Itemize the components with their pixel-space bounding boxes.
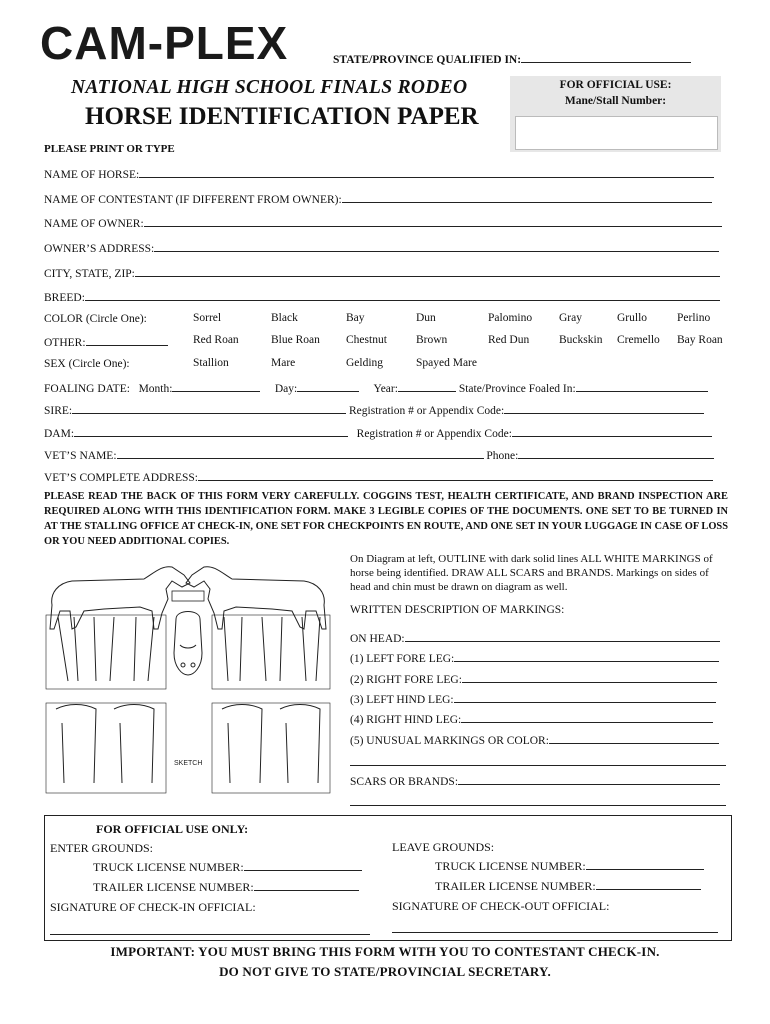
- other-color-label: OTHER:: [44, 337, 86, 349]
- city-state-zip-label: CITY, STATE, ZIP:: [44, 268, 135, 280]
- on-head-label: ON HEAD:: [350, 633, 405, 645]
- official-use-title: FOR OFFICIAL USE:: [559, 79, 672, 91]
- left-fore-label: (1) LEFT FORE LEG:: [350, 653, 455, 665]
- form-title: HORSE IDENTIFICATION PAPER: [85, 103, 479, 130]
- checkin-signature-line[interactable]: [50, 934, 370, 935]
- unusual-markings-label: (5) UNUSUAL MARKINGS OR COLOR:: [350, 735, 549, 747]
- color-option[interactable]: Red Roan: [193, 334, 239, 346]
- mane-stall-label: Mane/Stall Number:: [564, 95, 667, 107]
- horse-right-side-outline: [186, 567, 326, 629]
- official-use-box: [510, 76, 721, 152]
- front-legs-views: [46, 615, 330, 689]
- right-hind-label: (4) RIGHT HIND LEG:: [350, 714, 462, 726]
- color-option[interactable]: Black: [271, 312, 298, 324]
- left-hind-label: (3) LEFT HIND LEG:: [350, 694, 454, 706]
- other-color-field[interactable]: [44, 335, 168, 349]
- color-option[interactable]: Gray: [559, 312, 582, 324]
- sex-option[interactable]: Mare: [271, 357, 296, 369]
- right-hind-field[interactable]: [350, 712, 730, 726]
- owner-address-label: OWNER’S ADDRESS:: [44, 243, 155, 255]
- enter-trailer-license-field[interactable]: [93, 880, 359, 895]
- scars-brands-label: SCARS OR BRANDS:: [350, 776, 459, 788]
- contestant-name-label: NAME OF CONTESTANT (IF DIFFERENT FROM OWNER):: [44, 194, 342, 206]
- checkout-signature-label: SIGNATURE OF CHECK-OUT OFFICIAL:: [392, 899, 610, 913]
- unusual-markings-line-2[interactable]: [350, 765, 726, 766]
- print-note: PLEASE PRINT OR TYPE: [44, 143, 175, 155]
- contestant-name-field[interactable]: [44, 192, 728, 206]
- foaling-label: FOALING DATE:: [44, 383, 130, 395]
- state-foaled-label: State/Province Foaled In:: [458, 383, 576, 395]
- sex-option[interactable]: Gelding: [346, 357, 384, 369]
- breed-field[interactable]: [44, 290, 728, 304]
- scars-brands-line-2[interactable]: [350, 805, 726, 806]
- foaling-date-row[interactable]: [44, 381, 728, 395]
- horse-name-label: NAME OF HORSE:: [44, 169, 140, 181]
- mane-stall-input[interactable]: [515, 116, 718, 150]
- vet-address-field[interactable]: [44, 470, 728, 484]
- color-option[interactable]: Blue Roan: [271, 334, 320, 346]
- horse-name-field[interactable]: [44, 167, 724, 181]
- diagram-instructions: On Diagram at left, OUTLINE with dark solid lines ALL WHITE MARKINGS of horse being identified. DRAW ALL SCARS and BRANDS. Markings on sides of head and chin must be drawn on diagram as well.: [350, 553, 713, 593]
- city-state-zip-field[interactable]: [44, 266, 728, 280]
- vet-name-row[interactable]: [44, 448, 728, 462]
- left-fore-field[interactable]: [350, 651, 730, 665]
- enter-grounds-label: ENTER GROUNDS:: [50, 841, 154, 855]
- color-option[interactable]: Bay: [346, 312, 365, 324]
- color-option[interactable]: Palomino: [488, 312, 533, 324]
- event-name: NATIONAL HIGH SCHOOL FINALS RODEO: [71, 77, 468, 98]
- day-label: Day:: [274, 383, 298, 395]
- checkin-signature-label: SIGNATURE OF CHECK-IN OFFICIAL:: [50, 900, 256, 914]
- dam-row[interactable]: [44, 426, 728, 440]
- leave-trailer-label: TRAILER LICENSE NUMBER:: [435, 879, 596, 893]
- state-qualified-field[interactable]: [333, 52, 691, 66]
- markings-title: WRITTEN DESCRIPTION OF MARKINGS:: [350, 604, 565, 616]
- enter-truck-license-field[interactable]: [93, 860, 362, 875]
- phone-label: Phone:: [486, 450, 519, 462]
- color-option[interactable]: Grullo: [617, 312, 648, 324]
- vet-address-label: VET’S COMPLETE ADDRESS:: [44, 472, 198, 484]
- owner-address-field[interactable]: [44, 241, 728, 255]
- sex-option[interactable]: Spayed Mare: [416, 357, 477, 369]
- scars-brands-field[interactable]: [350, 774, 730, 788]
- leave-truck-license-field[interactable]: [435, 859, 704, 874]
- warning-text: PLEASE READ THE BACK OF THIS FORM VERY CAREFULLY. COGGINS TEST, HEALTH CERTIFICATE, AND BRAND INSPECTION ARE REQUIRED ALONG WITH THIS IDENTIFICATION FORM. MAKE 3 LEGIBLE COPIES OF THE DOCUMENTS. ONE SET TO BE TURNED IN AT THE STALLING OFFICE AT CHECK-IN, ONE SET FOR CHECKPOINTS EN ROUTE, AND ONE SET IN YOUR LUGGAGE IN CASE OF LOSS OR YOU NEED ADDITIONAL COPIES.: [44, 491, 728, 547]
- owner-name-label: NAME OF OWNER:: [44, 218, 144, 230]
- official-only-title: FOR OFFICIAL USE ONLY:: [96, 822, 249, 836]
- color-option[interactable]: Bay Roan: [677, 334, 723, 346]
- important-note: IMPORTANT: YOU MUST BRING THIS FORM WITH YOU TO CONTESTANT CHECK-IN.: [110, 944, 660, 959]
- sire-registration-label: Registration # or Appendix Code:: [349, 405, 505, 417]
- horse-left-side-outline: [50, 567, 190, 629]
- right-fore-label: (2) RIGHT FORE LEG:: [350, 674, 462, 686]
- right-fore-field[interactable]: [350, 672, 730, 686]
- horse-diagram[interactable]: [44, 553, 332, 798]
- color-option[interactable]: Dun: [416, 312, 436, 324]
- color-option[interactable]: Chestnut: [346, 334, 387, 346]
- enter-truck-label: TRUCK LICENSE NUMBER:: [93, 860, 244, 874]
- state-qualified-label: STATE/PROVINCE QUALIFIED IN:: [333, 54, 522, 66]
- color-option[interactable]: Buckskin: [559, 334, 603, 346]
- vet-name-label: VET’S NAME:: [44, 450, 117, 462]
- left-hind-field[interactable]: [350, 692, 730, 706]
- sex-option[interactable]: Stallion: [193, 357, 229, 369]
- enter-trailer-label: TRAILER LICENSE NUMBER:: [93, 880, 254, 894]
- on-head-field[interactable]: [350, 631, 730, 645]
- leave-grounds-label: LEAVE GROUNDS:: [392, 840, 495, 854]
- breed-label: BREED:: [44, 292, 85, 304]
- unusual-markings-field[interactable]: [350, 733, 730, 747]
- color-option[interactable]: Perlino: [677, 312, 711, 324]
- color-option[interactable]: Red Dun: [488, 334, 530, 346]
- checkout-signature-line[interactable]: [392, 932, 718, 933]
- year-label: Year:: [373, 383, 398, 395]
- svg-text:SKETCH: SKETCH: [174, 760, 203, 767]
- camplex-logo: CAM-PLEX: [40, 17, 289, 69]
- dam-label: DAM:: [44, 428, 75, 440]
- leave-truck-label: TRUCK LICENSE NUMBER:: [435, 859, 586, 873]
- month-label: Month:: [138, 383, 173, 395]
- sex-label: SEX (Circle One):: [44, 358, 130, 370]
- color-label: COLOR (Circle One):: [44, 313, 147, 325]
- hind-legs-views: [46, 703, 330, 793]
- head-front-outline: [174, 612, 202, 676]
- dam-registration-label: Registration # or Appendix Code:: [356, 428, 512, 440]
- owner-name-field[interactable]: [44, 216, 728, 230]
- color-option[interactable]: Brown: [416, 334, 448, 346]
- color-option[interactable]: Sorrel: [193, 312, 222, 324]
- leave-trailer-license-field[interactable]: [435, 879, 701, 894]
- sire-label: SIRE:: [44, 405, 73, 417]
- color-option[interactable]: Cremello: [617, 334, 660, 346]
- do-not-give-note: DO NOT GIVE TO STATE/PROVINCIAL SECRETARY.: [219, 964, 551, 979]
- sire-row[interactable]: [44, 403, 728, 417]
